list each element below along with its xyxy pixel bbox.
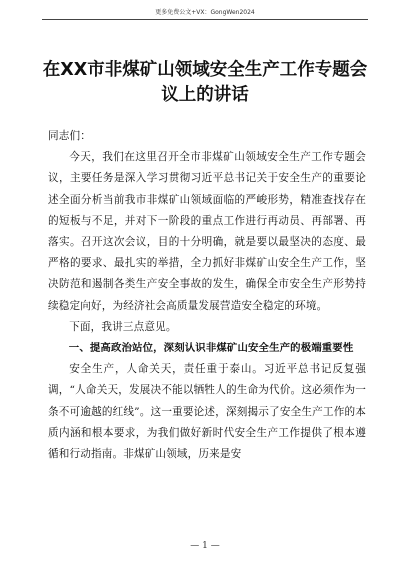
document-body xyxy=(48,126,366,465)
document-title: 在XX市非煤矿山领域安全生产工作专题会议上的讲话 xyxy=(42,60,368,105)
header-divider xyxy=(42,19,368,20)
body-paragraph-1: 今天，我们在这里召开全市非煤矿山领域安全生产工作专题会议，主要任务是深入学习贯彻习近平总书记关于安全生产的重要论述全面分析当前我市非煤矿山领域面临的严峻形势，精准查找存在的短板与不足，并对下一阶段的重点工作进行再动员、再部署、再落实。召开这次会议，目的十分明确，就是要以最坚决的态度、最严格的要求、最扎实的举措，全力抓好非煤矿山安全生产工作，坚决防范和遏制各类生产安全事故的发生，确保全市安全生产形势持续稳定向好，为经济社会高质量发展营造安全稳定的环境。 xyxy=(48,151,366,312)
header-note: 更多免费公文+VX：GongWen2024 xyxy=(155,9,255,16)
section-paragraph: 安全生产，人命关天，责任重于泰山。习近平总书记反复强调，“人命关天，发展决不能以牺牲人的生命为代价。这必须作为一条不可逾越的红线”。这一重要论述，深刻揭示了安全生产工作的本质内涵和根本要求，为我们做好新时代安全生产工作提供了根本遵循和行动指南。非煤矿山领域，历来是安 xyxy=(48,363,366,461)
body-paragraph-2: 下面，我讲三点意见。 xyxy=(69,320,177,333)
section-heading: 一、提高政治站位，深刻认识非煤矿山安全生产的极端重要性 xyxy=(68,342,354,355)
page-number: — 1 — xyxy=(190,541,220,551)
salutation: 同志们： xyxy=(48,130,91,142)
